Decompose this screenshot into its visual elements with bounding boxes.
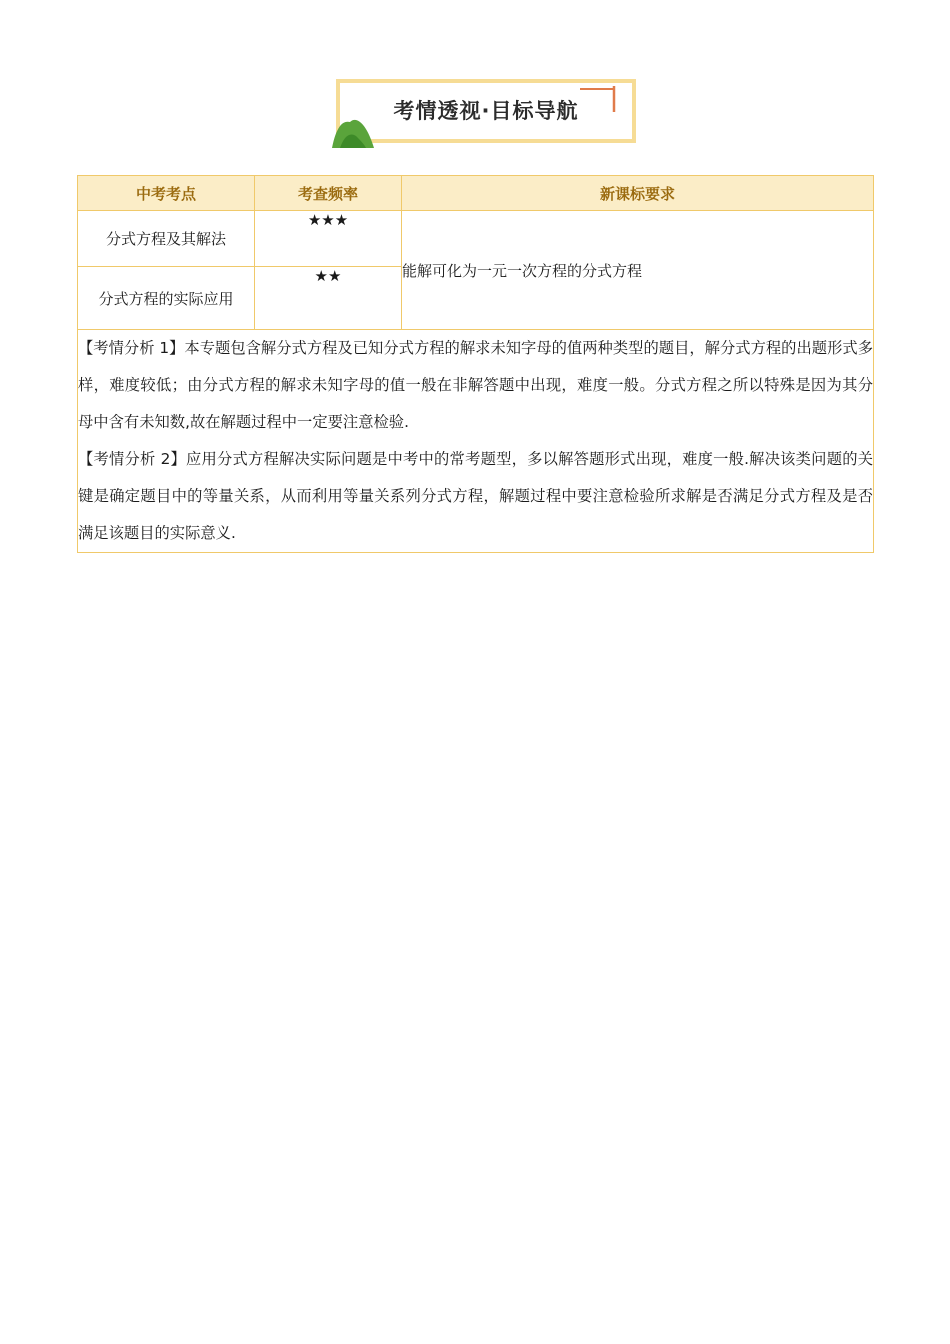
column-header: 考查频率	[255, 176, 402, 211]
exam-overview-table	[77, 175, 874, 553]
table-row	[78, 211, 874, 267]
column-header: 中考考点	[78, 176, 255, 211]
analysis-paragraph: 【考情分析 1】本专题包含解分式方程及已知分式方程的解求未知字母的值两种类型的题目，解分式方程的出题形式多样，难度较低；由分式方程的解求未知字母的值一般在非解答题中出现，难度一般。分式方程之所以特殊是因为其分母中含有未知数,故在解题过程中一定要注意检验.	[78, 339, 873, 431]
title-banner	[330, 76, 640, 150]
frequency-stars: ★★★	[255, 211, 402, 267]
requirement-cell: 能解可化为一元一次方程的分式方程	[402, 211, 874, 330]
table-header-row	[78, 176, 874, 211]
analysis-paragraph: 【考情分析 2】应用分式方程解决实际问题是中考中的常考题型，多以解答题形式出现，难度一般.解决该类问题的关键是确定题目中的等量关系，从而利用等量关系列分式方程，解题过程中要注意检验所求解是否满足分式方程及是否满足该题目的实际意义.	[78, 450, 873, 542]
page-title: 考情透视·目标导航	[393, 99, 579, 123]
column-header: 新课标要求	[402, 176, 874, 211]
exam-point-cell: 分式方程及其解法	[78, 211, 255, 267]
exam-point-cell: 分式方程的实际应用	[78, 267, 255, 330]
analysis-cell	[78, 330, 874, 553]
frequency-stars: ★★	[255, 267, 402, 330]
analysis-row	[78, 330, 874, 553]
